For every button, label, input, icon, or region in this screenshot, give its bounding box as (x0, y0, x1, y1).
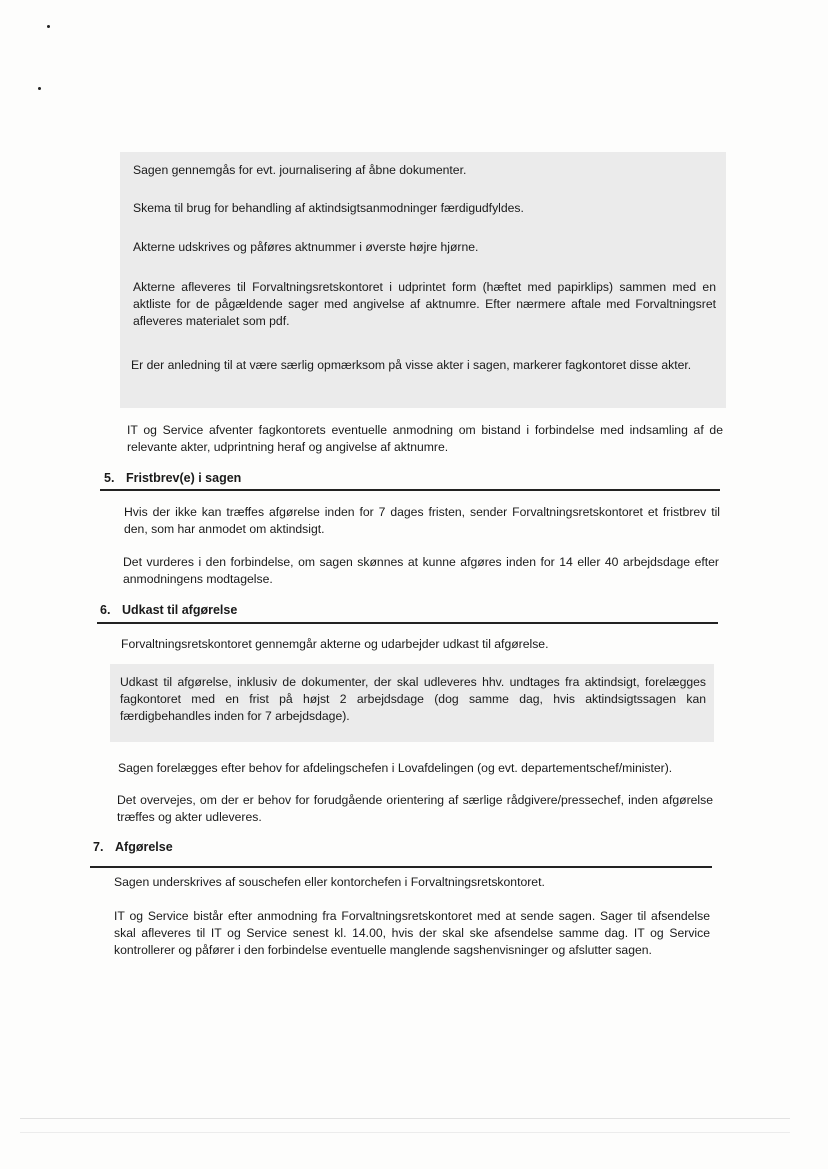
margin-dot-mark (47, 25, 50, 28)
section-divider (100, 489, 720, 491)
section-heading (104, 470, 241, 486)
section-divider (90, 866, 712, 868)
section-number: 7. (93, 840, 104, 854)
paragraph: Er der anledning til at være særlig opmærksom på visse akter i sagen, markerer fagkontoret disse akter. (131, 358, 692, 372)
paragraph: IT og Service afventer fagkontorets eventuelle anmodning om bistand i forbindelse med indsamling af de relevante akter, udprintning heraf og angivelse af aktnumre. (127, 423, 723, 454)
section-title: Fristbrev(e) i sagen (126, 471, 242, 485)
paragraph: Sagen forelægges efter behov for afdelingschefen i Lovafdelingen (og evt. departementschef/minister). (118, 761, 673, 775)
section-heading (93, 839, 173, 855)
paragraph: Sagen gennemgås for evt. journalisering af åbne dokumenter. (133, 163, 467, 177)
paragraph: IT og Service bistår efter anmodning fra Forvaltningsretskontoret med at sende sagen. Sager til afsendelse skal afleveres til IT og Service senest kl. 14.00, hvis der skal ske afsendelse samme dag. IT og Service kontrollerer og påfører i den forbindelse eventuelle manglende sagshenvisninger og afslutter sagen. (114, 909, 710, 957)
section-title: Afgørelse (115, 840, 173, 854)
section-divider (97, 622, 718, 624)
paragraph: Skema til brug for behandling af aktindsigtsanmodninger færdigudfyldes. (133, 201, 524, 215)
section-number: 5. (104, 471, 115, 485)
section-heading (100, 602, 237, 618)
section-title: Udkast til afgørelse (122, 603, 238, 617)
paragraph: Akterne udskrives og påføres aktnummer i øverste højre hjørne. (133, 240, 479, 254)
paragraph: Det overvejes, om der er behov for forudgående orientering af særlige rådgivere/pressechef, inden afgørelse træffes og akter udleveres. (117, 793, 713, 824)
scan-artifact-line (20, 1118, 790, 1119)
paragraph: Akterne afleveres til Forvaltningsretskontoret i udprintet form (hæftet med papirklips) sammen med en aktliste for de pågældende sager med angivelse af aktnumre. Efter nærmere aftale med Forvaltningsret afleveres materialet som pdf. (133, 280, 716, 328)
paragraph: Sagen underskrives af souschefen eller kontorchefen i Forvaltningsretskontoret. (114, 875, 545, 889)
section-number: 6. (100, 603, 111, 617)
paragraph: Hvis der ikke kan træffes afgørelse inden for 7 dages fristen, sender Forvaltningsretskontoret et fristbrev til den, som har anmodet om aktindsigt. (124, 505, 720, 536)
paragraph: Det vurderes i den forbindelse, om sagen skønnes at kunne afgøres inden for 14 eller 40 arbejdsdage efter anmodningens modtagelse. (123, 555, 719, 586)
scan-artifact-line (20, 1132, 790, 1133)
paragraph: Udkast til afgørelse, inklusiv de dokumenter, der skal udleveres hhv. undtages fra aktindsigt, forelægges fagkontoret med en frist på højst 2 arbejdsdage (dog samme dag, hvis aktindsigtssagen kan færdigbehandles inden for 7 arbejdsdage). (120, 675, 706, 723)
margin-dot-mark (38, 87, 41, 90)
paragraph: Forvaltningsretskontoret gennemgår akterne og udarbejder udkast til afgørelse. (121, 637, 549, 651)
